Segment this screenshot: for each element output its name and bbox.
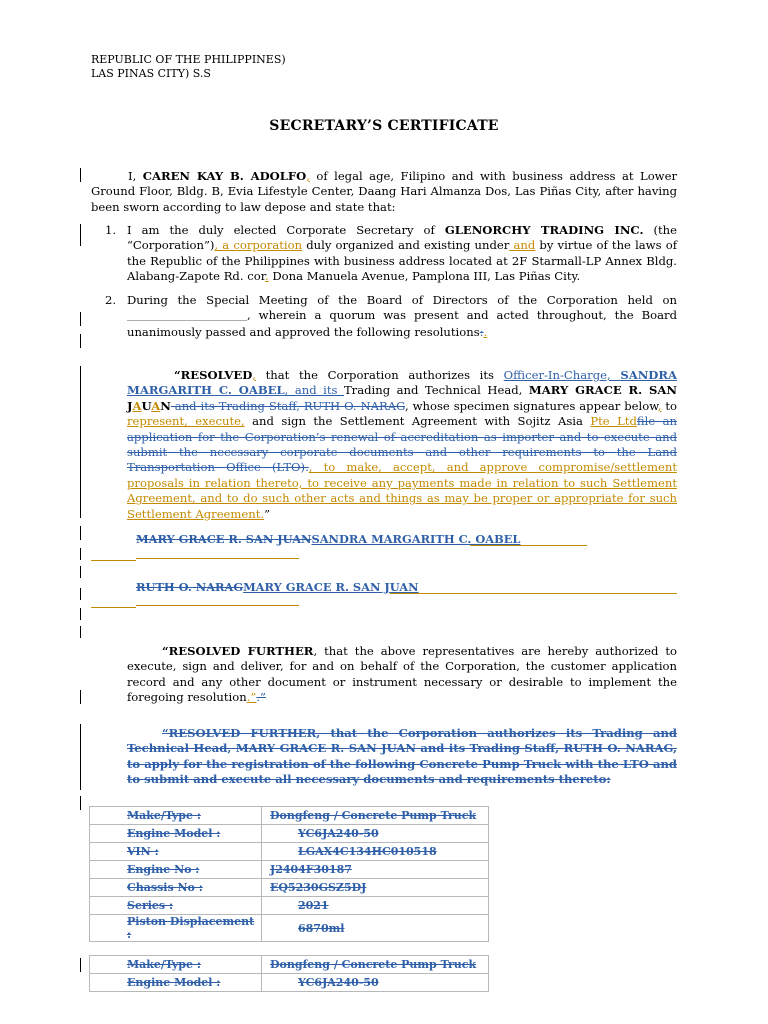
signature-line [91, 607, 136, 608]
signature-line [136, 605, 299, 606]
change-bar [80, 334, 81, 348]
signature-line [91, 560, 136, 561]
table-row: Engine Model : YC6JA240-50 [90, 974, 489, 992]
item-number: 2. [105, 293, 117, 307]
change-bar [80, 566, 81, 578]
vehicle-table-2 [89, 955, 489, 992]
signatory-deleted: MARY GRACE R. SAN JUAN [136, 532, 312, 546]
resolution-2: “RESOLVED FURTHER, that the above representatives are hereby authorized to execute, sign and deliver, for and on behalf of the Corporation, the customer application record and any other document or instrument necessary or desirable to implement the foregoing resolution.”.” [127, 644, 677, 705]
signature-line [136, 558, 299, 559]
signature-line [470, 545, 587, 546]
change-bar [80, 548, 81, 560]
signatory-inserted: SANDRA MARGARITH C. OABEL [311, 532, 521, 546]
intro-paragraph: I, CAREN KAY B. ADOLFO, of legal age, Filipino and with business address at Lower Ground Floor, Bldg. B, Evia Lifestyle Center, Daang Hari Almanza Dos, Las Piñas City, after having been sworn according to law depose and state that: [91, 169, 678, 214]
table-row: Make/Type : Dongfeng / Concrete Pump Truck [90, 956, 489, 974]
signatory-deleted: RUTH O. NARAG [136, 580, 244, 594]
signature-block-1 [136, 532, 520, 546]
item-2-text: During the Special Meeting of the Board of Directors of the Corporation held on ______________________________, wherein a quorum was present and acted throughout, the Board unanimously passed and approved the following resolutions:. [127, 293, 677, 339]
signature-block-2 [136, 580, 419, 594]
change-bar [80, 690, 81, 704]
signature-line [390, 593, 677, 594]
venue-line-2: LAS PINAS CITY) S.S [91, 67, 211, 80]
table-row: Engine No : J2404F30187 [90, 861, 489, 879]
change-bar [80, 608, 81, 620]
change-bar [80, 588, 81, 600]
resolution-1: “RESOLVED, that the Corporation authorizes its Officer-In-Charge, SANDRA MARGARITH C. OABEL, and its Trading and Technical Head, MARY GRACE R. SAN JAUAN and its Trading Staff, RUTH O. NARAG, whose specimen signatures appear below, to represent, execute, and sign the Settlement Agreement with Sojitz Asia Pte Ltdfile an application for the Corporation’s renewal of accreditation as importer and to execute and submit the necessary corporate documents and other requirements to the Land Transportation Office (LTO)., to make, accept, and approve compromise/settlement proposals in relation thereto, to receive any payments made in relation to such Settlement Agreement, and to do such other acts and things as may be proper or appropriate for such Settlement Agreement.” [127, 368, 678, 521]
vehicle-table-1 [89, 806, 489, 942]
affiant-name: CAREN KAY B. ADOLFO [142, 169, 307, 183]
change-bar [80, 958, 81, 972]
signatory-inserted: MARY GRACE R. SAN JUAN [243, 580, 419, 594]
table-row: Engine Model : YC6JA240-50 [90, 825, 489, 843]
table-row: Piston Displacement : 6870ml [90, 915, 489, 942]
document-title: SECRETARY’S CERTIFICATE [269, 118, 499, 134]
resolution-3-deleted: “RESOLVED FURTHER, that the Corporation authorizes its Trading and Technical Head, MARY GRACE R. SAN JUAN and its Trading Staff, RUTH O. NARAG, to apply for the registration of the following Concrete Pump Truck with the LTO and to submit and execute all necessary documents and requirements thereto: [127, 726, 678, 787]
table-row: Series : 2021 [90, 897, 489, 915]
change-bar [80, 796, 81, 810]
venue-line-1: REPUBLIC OF THE PHILIPPINES) [91, 53, 286, 66]
change-bar [80, 526, 81, 540]
table-row: Chassis No : EQ5230GSZ5DJ [90, 879, 489, 897]
change-bar [80, 724, 81, 790]
table-row: VIN : LGAX4C134HC010518 [90, 843, 489, 861]
item-number: 1. [105, 223, 117, 237]
change-bar [80, 626, 81, 638]
change-bar [80, 224, 81, 246]
item-1-text: I am the duly elected Corporate Secretary of GLENORCHY TRADING INC. (the “Corporation”), a corporation duly organized and existing under and by virtue of the laws of the Republic of the Philippines with business address located at 2F Starmall-LP Annex Bldg. Alabang-Zapote Rd. cor. Dona Manuela Avenue, Pamplona III, Las Piñas City. [127, 223, 677, 284]
change-bar [80, 168, 81, 182]
date-blank: ______________________________ [127, 312, 247, 322]
table-row: Make/Type : Dongfeng / Concrete Pump Truck [90, 807, 489, 825]
change-bar [80, 312, 81, 326]
company-name: GLENORCHY TRADING INC. [444, 223, 644, 237]
change-bar [80, 366, 81, 518]
